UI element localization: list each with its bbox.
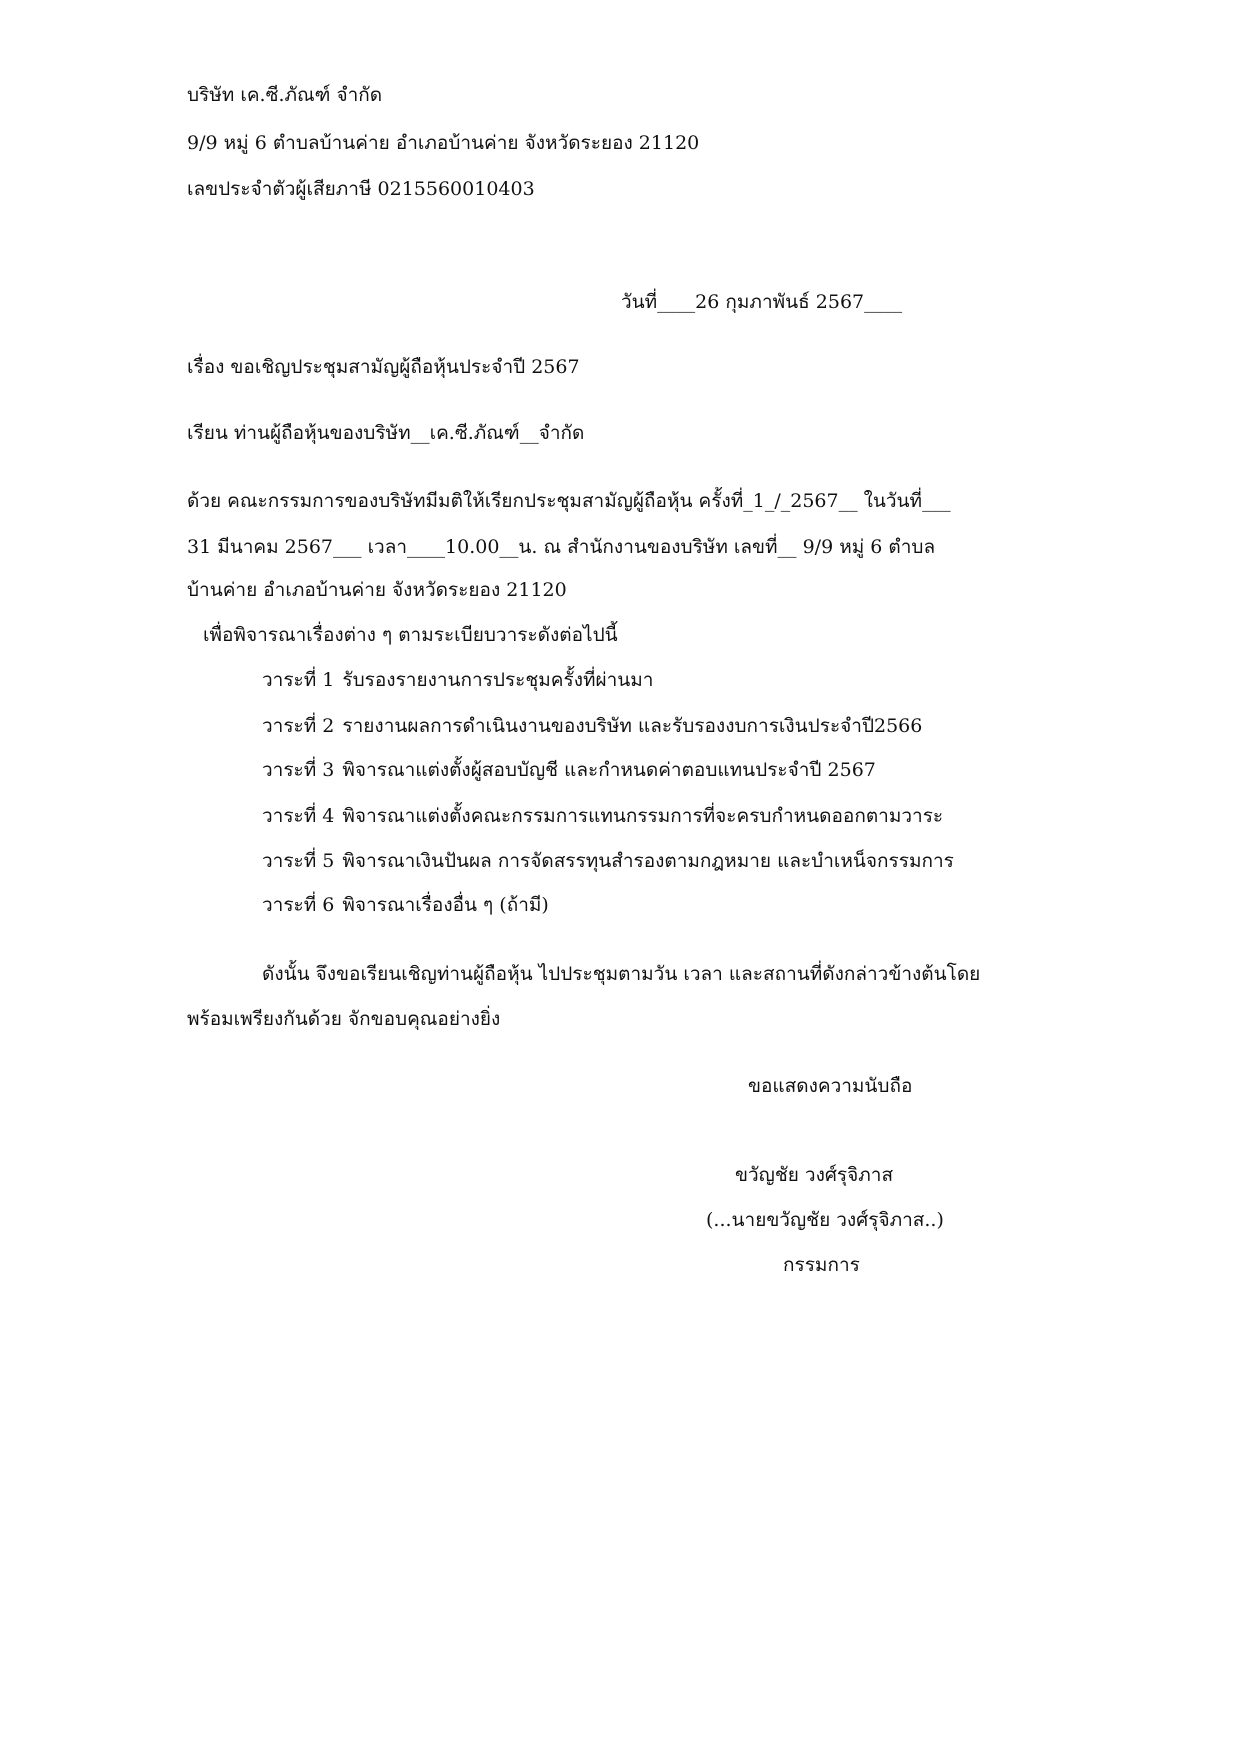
signer-position: กรรมการ <box>783 1254 860 1276</box>
agenda-item <box>262 803 943 829</box>
regards-line: ขอแสดงความนับถือ <box>748 1075 913 1097</box>
agenda-text: พิจารณาเงินปันผล การจัดสรรทุนสำรองตามกฎหมาย และบำเหน็จกรรมการ <box>342 850 954 872</box>
agenda-number: วาระที่ 6 <box>262 894 335 916</box>
date-line: วันที่____26 กุมภาพันธ์ 2567____ <box>621 291 903 313</box>
agenda-item <box>262 667 653 693</box>
agenda-item <box>262 848 954 874</box>
agenda-number: วาระที่ 5 <box>262 850 335 872</box>
agenda-number: วาระที่ 2 <box>262 715 335 737</box>
agenda-item <box>262 892 549 918</box>
agenda-number: วาระที่ 1 <box>262 669 335 691</box>
agenda-number: วาระที่ 4 <box>262 805 335 827</box>
tax-id: เลขประจำตัวผู้เสียภาษี 0215560010403 <box>187 178 535 200</box>
body-line-3: บ้านค่าย อำเภอบ้านค่าย จังหวัดระยอง 21120 <box>187 579 567 601</box>
company-name: บริษัท เค.ซี.ภัณฑ์ จำกัด <box>187 84 383 106</box>
agenda-text: พิจารณาแต่งตั้งผู้สอบบัญชี และกำหนดค่าตอบแทนประจำปี 2567 <box>342 759 876 781</box>
printed-name: (...นายขวัญชัย วงศ์รุจิภาส..) <box>706 1209 944 1231</box>
subject-line: เรื่อง ขอเชิญประชุมสามัญผู้ถือหุ้นประจำปี 2567 <box>187 356 580 378</box>
signed-name: ขวัญชัย วงศ์รุจิภาส <box>735 1164 894 1186</box>
agenda-text: รายงานผลการดำเนินงานของบริษัท และรับรองงบการเงินประจำปี2566 <box>342 715 923 737</box>
salutation-line: เรียน ท่านผู้ถือหุ้นของบริษัท__เค.ซี.ภัณฑ์__จำกัด <box>187 422 585 444</box>
agenda-item <box>262 757 876 783</box>
agenda-item <box>262 713 922 739</box>
company-address: 9/9 หมู่ 6 ตำบลบ้านค่าย อำเภอบ้านค่าย จังหวัดระยอง 21120 <box>187 132 700 154</box>
body-line-4: เพื่อพิจารณาเรื่องต่าง ๆ ตามระเบียบวาระดังต่อไปนี้ <box>203 624 618 646</box>
body-line-1: ด้วย คณะกรรมการของบริษัทมีมติให้เรียกประชุมสามัญผู้ถือหุ้น ครั้งที่_1_/_2567__ ในวันที่___ <box>187 490 951 512</box>
closing-line-2: พร้อมเพรียงกันด้วย จักขอบคุณอย่างยิ่ง <box>187 1008 501 1030</box>
agenda-text: พิจารณาแต่งตั้งคณะกรรมการแทนกรรมการที่จะครบกำหนดออกตามวาระ <box>342 805 944 827</box>
agenda-number: วาระที่ 3 <box>262 759 335 781</box>
body-line-2: 31 มีนาคม 2567___ เวลา____10.00__น. ณ สำนักงานของบริษัท เลขที่__ 9/9 หมู่ 6 ตำบล <box>187 536 936 558</box>
agenda-text: รับรองรายงานการประชุมครั้งที่ผ่านมา <box>342 669 654 691</box>
agenda-text: พิจารณาเรื่องอื่น ๆ (ถ้ามี) <box>342 894 549 916</box>
closing-line-1: ดังนั้น จึงขอเรียนเชิญท่านผู้ถือหุ้น ไปประชุมตามวัน เวลา และสถานที่ดังกล่าวข้างต้นโดย <box>262 963 981 985</box>
